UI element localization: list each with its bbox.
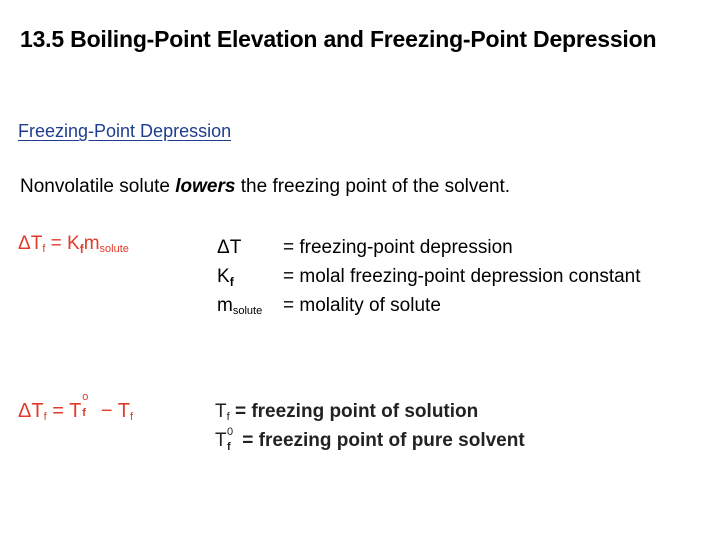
- definition-row: [215, 426, 525, 455]
- statement-emphasis: lowers: [175, 176, 236, 197]
- definition-symbol-main: T: [215, 430, 227, 451]
- eq2-sup-o: o: [82, 391, 89, 403]
- statement-text: [20, 176, 510, 198]
- eq1-delta-t: ΔT: [18, 233, 43, 254]
- definition-symbol-main: ΔT: [217, 237, 242, 258]
- eq1-sub-f2: f: [79, 242, 84, 256]
- statement-before: Nonvolatile solute: [20, 176, 176, 197]
- eq2-sub-f3: f: [129, 411, 134, 423]
- definition-symbol-main: m: [217, 295, 233, 316]
- definition-row: [215, 397, 525, 426]
- section-subtitle: Freezing-Point Depression: [18, 121, 232, 141]
- page-title: 13.5 Boiling-Point Elevation and Freezing-Point Depression: [20, 26, 657, 52]
- statement-after: the freezing point of the solvent.: [235, 176, 511, 197]
- definition-symbol: [215, 426, 237, 455]
- eq2-sub-f2: f: [82, 407, 86, 419]
- equation-delta-tf: [18, 391, 134, 423]
- eq2-minus-t: − T: [95, 400, 130, 422]
- definition-symbol-main: T: [215, 401, 227, 422]
- eq1-equals-k: = K: [45, 233, 80, 254]
- definition-text: = molal freezing-point depression constant: [283, 266, 641, 287]
- eq1-m: m: [83, 233, 100, 254]
- definitions-list-1: [217, 233, 641, 320]
- eq2-delta-t: ΔT: [18, 400, 44, 422]
- definition-text: = freezing-point depression: [283, 237, 513, 258]
- definition-symbol-sub: f: [227, 441, 231, 453]
- definition-symbol-sub: solute: [232, 305, 263, 317]
- eq2-tf0-marks: [81, 391, 95, 419]
- definition-text: = freezing point of pure solvent: [242, 430, 525, 451]
- definition-text: = freezing point of solution: [234, 401, 479, 422]
- definition-symbol-main: K: [217, 266, 230, 287]
- definition-row: [217, 262, 641, 291]
- eq2-equals-t: = T: [46, 400, 82, 422]
- definition-symbol-sup: 0: [227, 426, 234, 438]
- equation-fp-depression: [18, 233, 129, 256]
- eq2-sub-f: f: [43, 411, 47, 423]
- definition-row: [217, 291, 641, 320]
- definition-symbol: [217, 291, 283, 326]
- definition-text: = molality of solute: [283, 295, 441, 316]
- eq1-sub-f: f: [42, 243, 46, 255]
- definition-row: [217, 233, 641, 262]
- definitions-list-2: [215, 397, 525, 455]
- eq1-sub-solute: solute: [99, 243, 129, 255]
- definition-symbol-sub: f: [229, 275, 234, 289]
- definition-symbol-sub: f: [226, 411, 230, 423]
